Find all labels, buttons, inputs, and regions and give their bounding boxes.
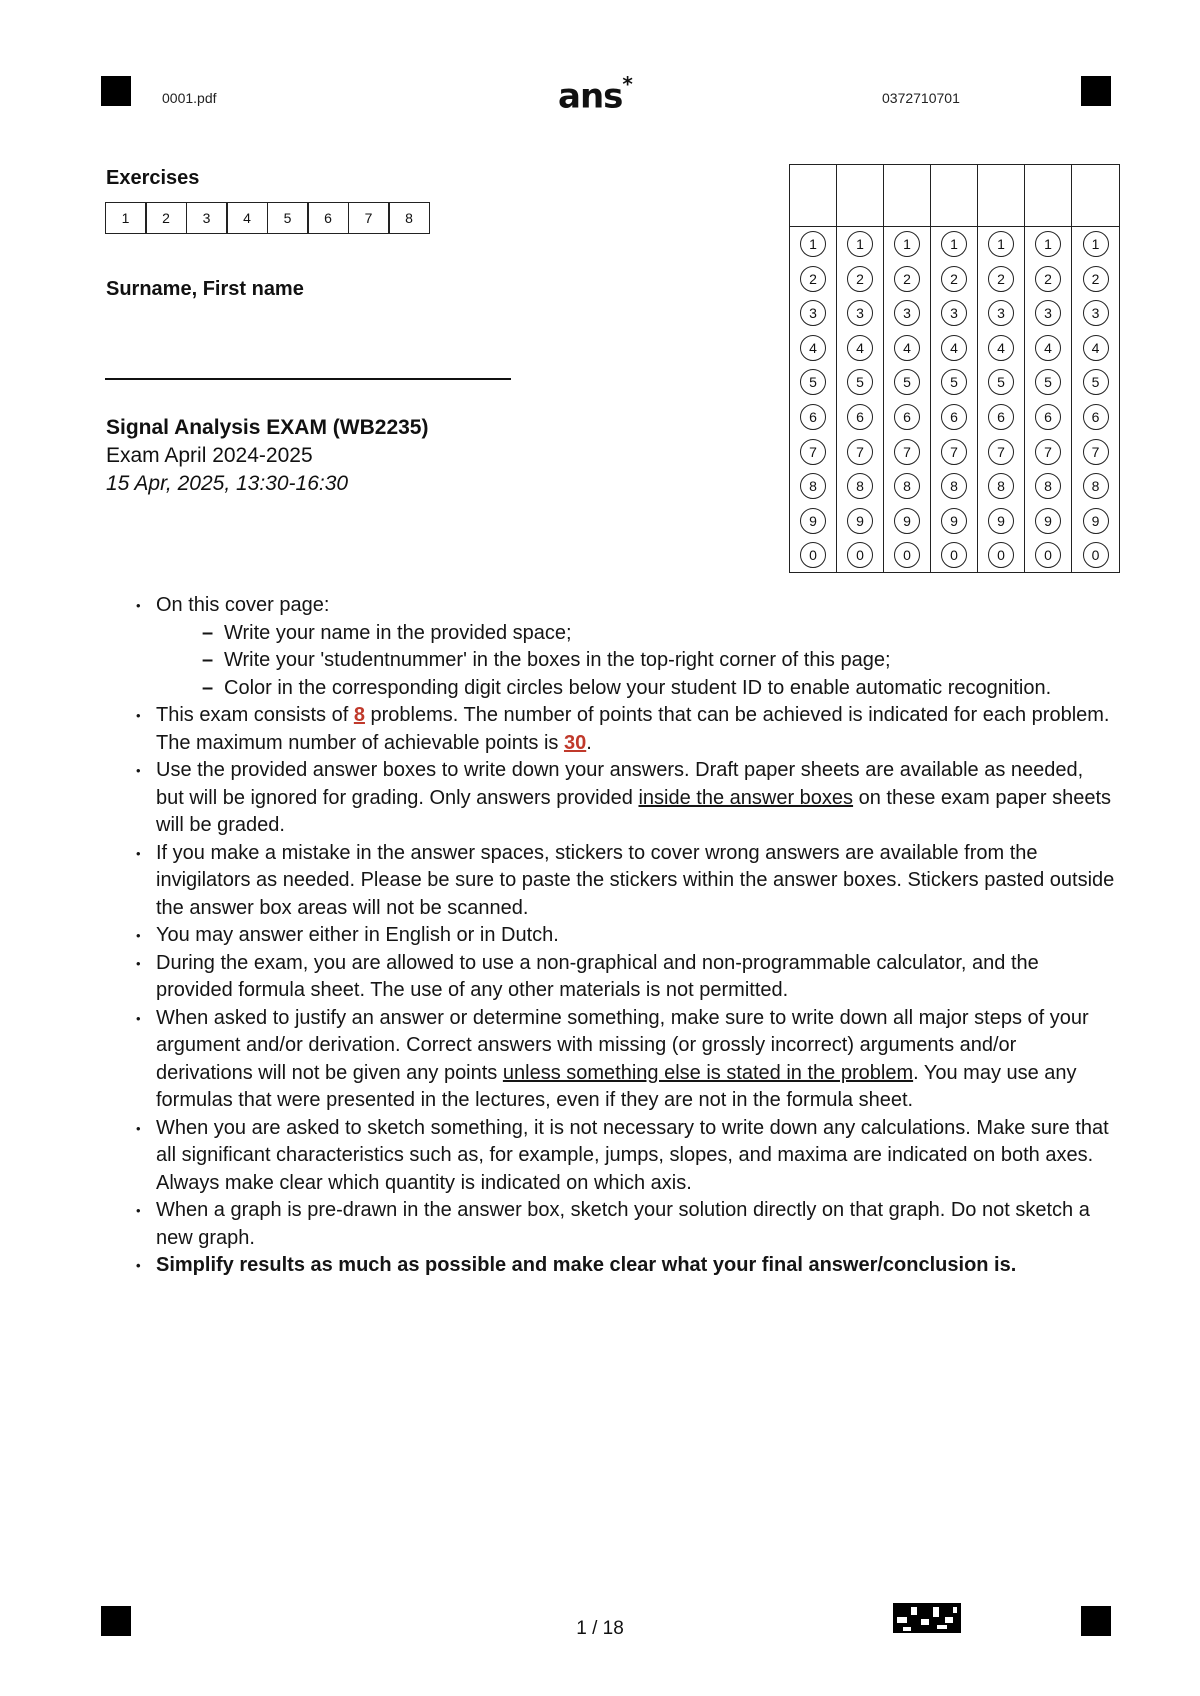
- exam-info: [106, 414, 428, 498]
- digit-bubble[interactable]: 2: [800, 266, 826, 292]
- cover-intro: On this cover page:: [156, 594, 330, 616]
- problems-text: .: [586, 731, 592, 754]
- name-field[interactable]: [105, 378, 511, 380]
- digit-bubble[interactable]: 0: [1083, 542, 1109, 568]
- student-id-digit-box[interactable]: [1025, 165, 1071, 227]
- digit-bubble[interactable]: 7: [988, 439, 1014, 465]
- digit-bubble[interactable]: 2: [988, 266, 1014, 292]
- qr-code-icon: [893, 1603, 961, 1633]
- digit-bubble[interactable]: 4: [894, 335, 920, 361]
- digit-bubble[interactable]: 4: [800, 335, 826, 361]
- instruction-graph: • When a graph is pre-drawn in the answer box, sketch your solution directly on that graph. Do not sketch a new graph.: [136, 1197, 1116, 1252]
- digit-bubble[interactable]: 6: [988, 404, 1014, 430]
- student-id-digit-box[interactable]: [978, 165, 1024, 227]
- digit-bubbles: [978, 227, 1024, 572]
- digit-bubble[interactable]: 8: [1035, 473, 1061, 499]
- problem-count: 8: [353, 704, 365, 726]
- instruction-justify: [136, 1005, 1116, 1115]
- digit-bubble[interactable]: 0: [988, 542, 1014, 568]
- digit-bubble[interactable]: 2: [1035, 266, 1061, 292]
- digit-bubble[interactable]: 9: [894, 508, 920, 534]
- exercise-box: 4: [226, 202, 268, 234]
- digit-bubble[interactable]: 2: [894, 266, 920, 292]
- instruction-answer-boxes: [136, 757, 1116, 840]
- exam-title: Signal Analysis EXAM (WB2235): [106, 416, 429, 439]
- digit-bubble[interactable]: 6: [800, 404, 826, 430]
- exercise-box: 7: [348, 202, 390, 234]
- digit-bubble[interactable]: 7: [941, 439, 967, 465]
- justify-text: . You may use any formulas that were presented in the lectures, even if they are not in the formula sheet.: [156, 1061, 1077, 1111]
- digit-bubble[interactable]: 3: [1035, 300, 1061, 326]
- digit-bubble[interactable]: 8: [988, 473, 1014, 499]
- digit-bubble[interactable]: 4: [941, 335, 967, 361]
- digit-bubble[interactable]: 0: [941, 542, 967, 568]
- digit-bubble[interactable]: 5: [988, 369, 1014, 395]
- digit-bubble[interactable]: 1: [847, 231, 873, 257]
- student-id-digit-box[interactable]: [790, 165, 836, 227]
- digit-bubble[interactable]: 7: [894, 439, 920, 465]
- student-id-digit-box[interactable]: [884, 165, 930, 227]
- justify-underlined: unless something else is stated in the problem: [502, 1061, 914, 1084]
- digit-bubble[interactable]: 7: [1083, 439, 1109, 465]
- digit-bubble[interactable]: 8: [800, 473, 826, 499]
- digit-bubbles: [790, 227, 836, 572]
- digit-bubbles: [1025, 227, 1071, 572]
- digit-bubble[interactable]: 0: [847, 542, 873, 568]
- student-id-column: [1025, 165, 1072, 572]
- student-id-column: [884, 165, 931, 572]
- digit-bubble[interactable]: 9: [1035, 508, 1061, 534]
- digit-bubble[interactable]: 1: [800, 231, 826, 257]
- max-points: 30: [563, 731, 587, 754]
- digit-bubble[interactable]: 3: [894, 300, 920, 326]
- digit-bubble[interactable]: 0: [800, 542, 826, 568]
- student-id-digit-box[interactable]: [837, 165, 883, 227]
- instruction-cover: [136, 592, 1116, 702]
- digit-bubble[interactable]: 7: [800, 439, 826, 465]
- problems-text: This exam consists of: [156, 704, 354, 726]
- digit-bubble[interactable]: 4: [1083, 335, 1109, 361]
- exercise-box: 2: [145, 202, 187, 234]
- digit-bubble[interactable]: 5: [894, 369, 920, 395]
- digit-bubble[interactable]: 9: [1083, 508, 1109, 534]
- justify-text: When asked to justify an answer or determine something, make sure to write down all major steps of your argument and/or derivation. Correct answers with missing (or grossly incorrect) arguments and/or derivations will not be given any points: [156, 1006, 1089, 1084]
- digit-bubble[interactable]: 1: [1035, 231, 1061, 257]
- digit-bubble[interactable]: 3: [941, 300, 967, 326]
- digit-bubble[interactable]: 1: [988, 231, 1014, 257]
- digit-bubble[interactable]: 8: [1083, 473, 1109, 499]
- ans-logo: [558, 72, 632, 117]
- instruction-problems: [136, 702, 1116, 757]
- student-id-digit-box[interactable]: [1072, 165, 1119, 227]
- exercise-box: 3: [186, 202, 228, 234]
- exercise-boxes: [106, 202, 430, 234]
- answer-boxes-underlined: inside the answer boxes: [638, 786, 854, 809]
- digit-bubble[interactable]: 4: [847, 335, 873, 361]
- document-code: 0372710701: [882, 90, 960, 106]
- digit-bubble[interactable]: 9: [988, 508, 1014, 534]
- digit-bubble[interactable]: 1: [941, 231, 967, 257]
- registration-marker-top-left: [101, 76, 131, 106]
- logo-text: ans: [558, 76, 623, 117]
- digit-bubble[interactable]: 0: [1035, 542, 1061, 568]
- digit-bubble[interactable]: 3: [800, 300, 826, 326]
- digit-bubble[interactable]: 9: [941, 508, 967, 534]
- exam-date: 15 Apr, 2025, 13:30-16:30: [106, 472, 349, 495]
- digit-bubble[interactable]: 0: [894, 542, 920, 568]
- problems-text: problems. The number of points that can be achieved is indicated for each problem. The maximum number of achievable points is: [156, 704, 1110, 754]
- instructions: [136, 592, 1116, 1280]
- exercise-box: 5: [267, 202, 309, 234]
- exercises-title: Exercises: [106, 167, 200, 189]
- cover-sub-item: – Write your name in the provided space;: [156, 620, 1116, 648]
- exercise-box: 8: [388, 202, 430, 234]
- student-id-column: [837, 165, 884, 572]
- digit-bubble[interactable]: 6: [847, 404, 873, 430]
- digit-bubble[interactable]: 6: [941, 404, 967, 430]
- digit-bubble[interactable]: 3: [988, 300, 1014, 326]
- exercise-box: 1: [105, 202, 147, 234]
- digit-bubble[interactable]: 2: [1083, 266, 1109, 292]
- digit-bubble[interactable]: 2: [941, 266, 967, 292]
- digit-bubbles: [931, 227, 977, 572]
- logo-mark: *: [622, 72, 632, 96]
- digit-bubble[interactable]: 4: [1035, 335, 1061, 361]
- digit-bubble[interactable]: 8: [847, 473, 873, 499]
- student-id-column: [931, 165, 978, 572]
- digit-bubble[interactable]: 9: [847, 508, 873, 534]
- digit-bubble[interactable]: 7: [847, 439, 873, 465]
- answer-boxes-text: on these exam paper sheets will be graded.: [156, 786, 1112, 836]
- digit-bubble[interactable]: 4: [988, 335, 1014, 361]
- digit-bubbles: [884, 227, 930, 572]
- student-id-column: [790, 165, 837, 572]
- digit-bubble[interactable]: 8: [894, 473, 920, 499]
- digit-bubble[interactable]: 1: [1083, 231, 1109, 257]
- exam-subtitle: Exam April 2024-2025: [106, 444, 313, 467]
- student-id-grid: [789, 164, 1120, 573]
- digit-bubble[interactable]: 3: [1083, 300, 1109, 326]
- answer-boxes-text: Use the provided answer boxes to write down your answers. Draft paper sheets are available as needed, but will be ignored for grading. Only answers provided: [156, 759, 1084, 809]
- name-label: Surname, First name: [106, 278, 304, 300]
- digit-bubble[interactable]: 1: [894, 231, 920, 257]
- instruction-calculator: • During the exam, you are allowed to use a non-graphical and non-programmable calculator, and the provided formula sheet. The use of any other materials is not permitted.: [136, 950, 1116, 1005]
- digit-bubble[interactable]: 5: [847, 369, 873, 395]
- digit-bubble[interactable]: 7: [1035, 439, 1061, 465]
- digit-bubble[interactable]: 6: [1035, 404, 1061, 430]
- digit-bubble[interactable]: 2: [847, 266, 873, 292]
- instruction-simplify: • Simplify results as much as possible and make clear what your final answer/conclusion is.: [136, 1252, 1116, 1280]
- digit-bubble[interactable]: 6: [894, 404, 920, 430]
- digit-bubble[interactable]: 3: [847, 300, 873, 326]
- instruction-stickers: • If you make a mistake in the answer spaces, stickers to cover wrong answers are available from the invigilators as needed. Please be sure to paste the stickers within the answer boxes. Stickers pasted outside the answer box areas will not be scanned.: [136, 840, 1116, 923]
- page-number: 1 / 18: [576, 1618, 624, 1639]
- exercise-box: 6: [307, 202, 349, 234]
- cover-sub-item: – Color in the corresponding digit circles below your student ID to enable automatic recognition.: [156, 675, 1116, 703]
- student-id-column: [1072, 165, 1119, 572]
- digit-bubble[interactable]: 9: [800, 508, 826, 534]
- digit-bubble[interactable]: 5: [800, 369, 826, 395]
- file-name: 0001.pdf: [162, 90, 217, 106]
- student-id-column: [978, 165, 1025, 572]
- registration-marker-top-right: [1081, 76, 1111, 106]
- digit-bubble[interactable]: 6: [1083, 404, 1109, 430]
- digit-bubble[interactable]: 8: [941, 473, 967, 499]
- digit-bubble[interactable]: 5: [941, 369, 967, 395]
- student-id-digit-box[interactable]: [931, 165, 977, 227]
- digit-bubbles: [1072, 227, 1119, 572]
- digit-bubble[interactable]: 5: [1035, 369, 1061, 395]
- instruction-sketch: • When you are asked to sketch something, it is not necessary to write down any calculations. Make sure that all significant characteristics such as, for example, jumps, slopes, and maxima are indicated on both axes. Always make clear which quantity is indicated on which axis.: [136, 1115, 1116, 1198]
- cover-sub-item: – Write your 'studentnummer' in the boxes in the top-right corner of this page;: [156, 647, 1116, 675]
- instruction-language: • You may answer either in English or in Dutch.: [136, 922, 1116, 950]
- digit-bubble[interactable]: 5: [1083, 369, 1109, 395]
- digit-bubbles: [837, 227, 883, 572]
